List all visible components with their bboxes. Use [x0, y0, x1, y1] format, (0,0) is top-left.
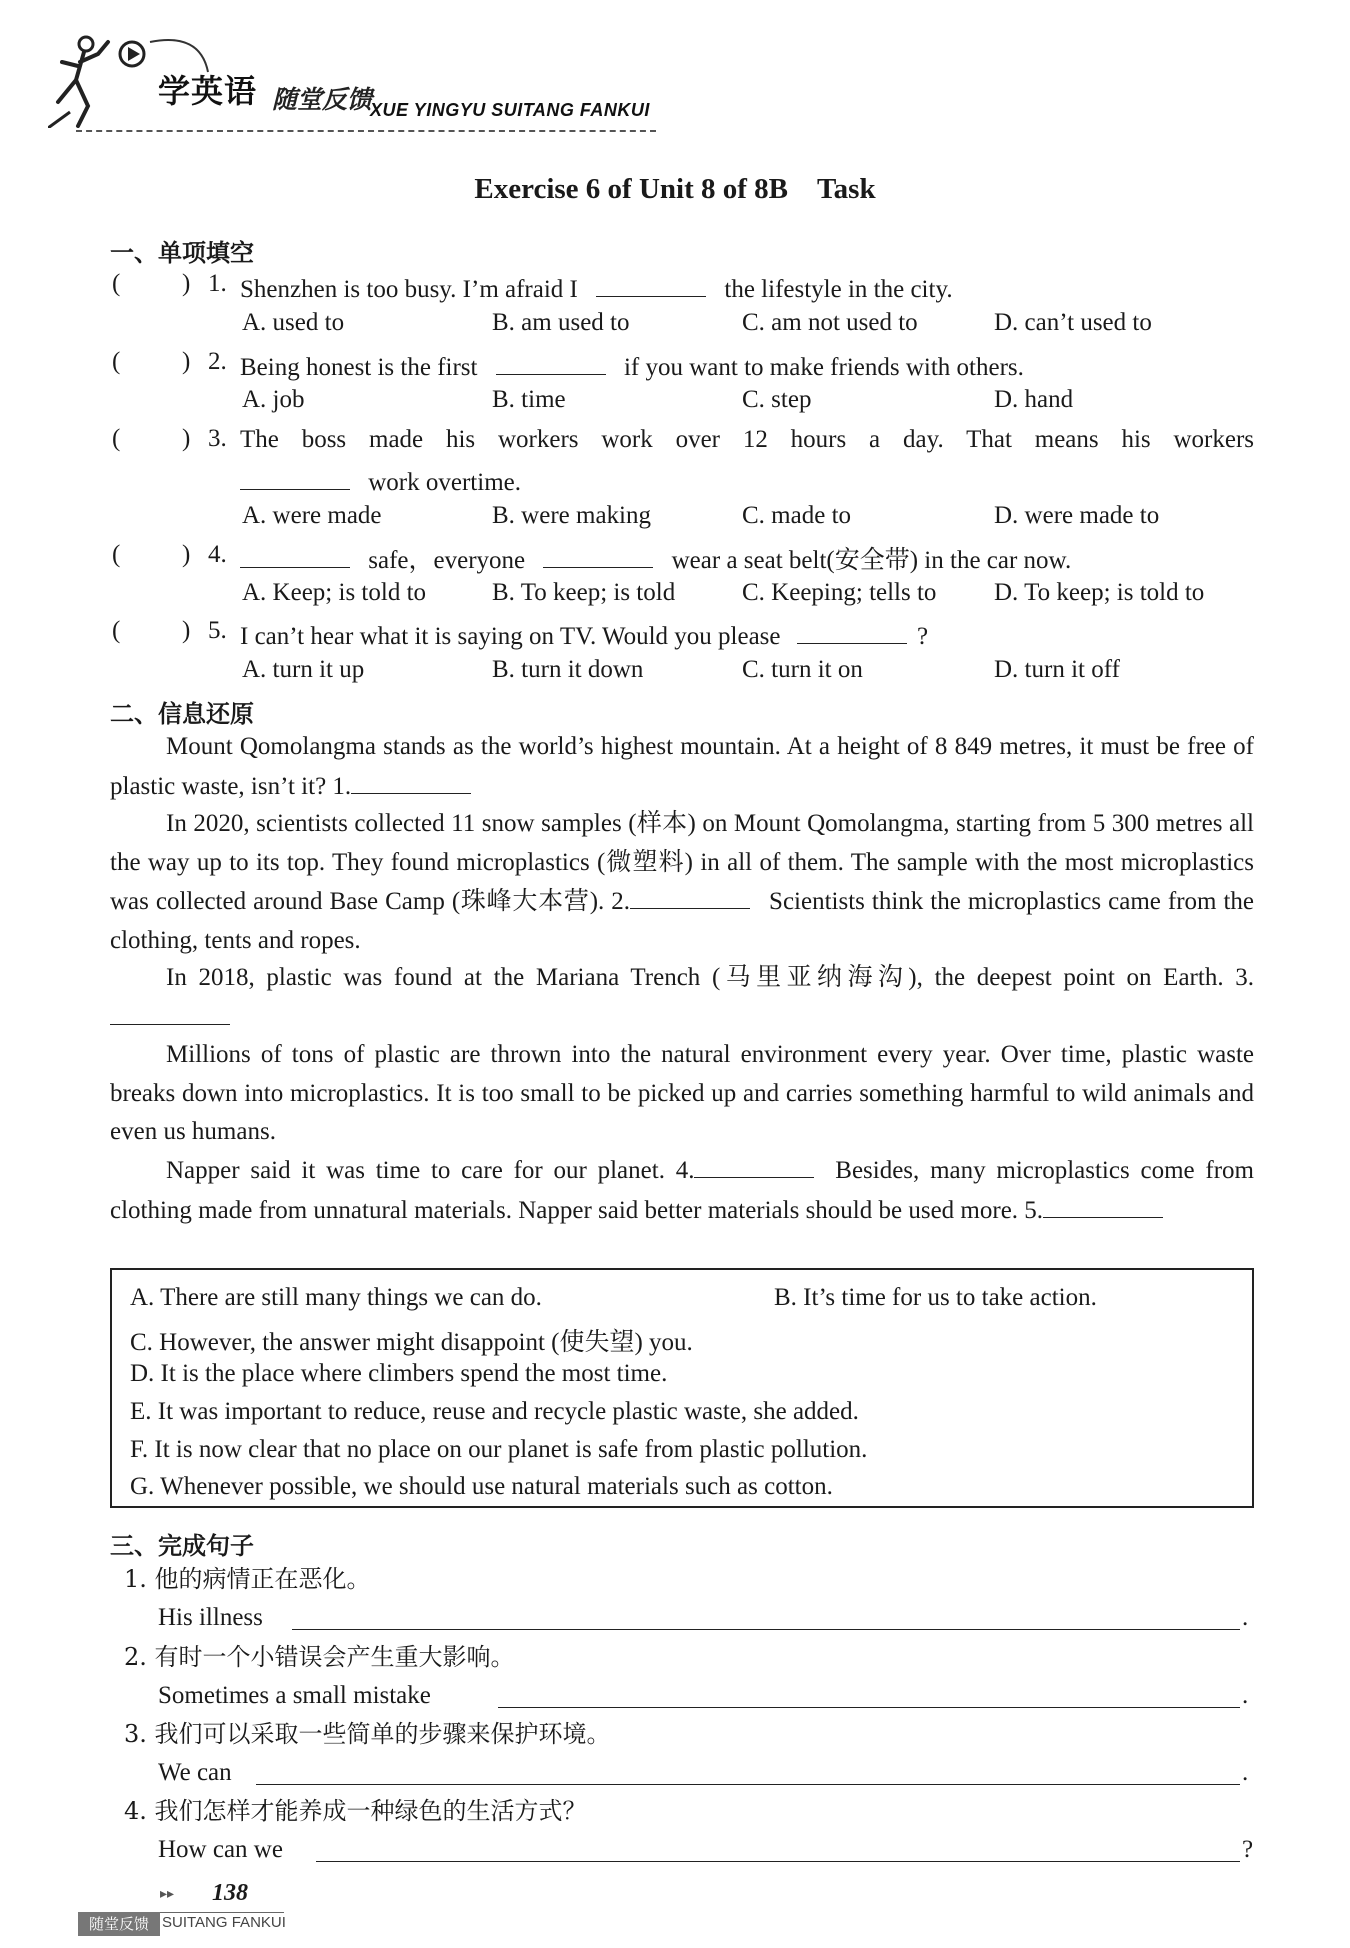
answer-blank-1[interactable]	[351, 767, 471, 794]
question-stem	[240, 348, 1024, 383]
stem-part-a: Being honest is the first	[240, 354, 478, 381]
answer-blank[interactable]	[797, 617, 907, 644]
option-a[interactable]: A. job	[242, 386, 305, 413]
paragraph-text: In 2020, scientists collected 11 snow samples (样本) on Mount Qomolangma, starting from 5 300 metres all the way up to its top. They found microplastics (微塑料) in all of them. The sample with the most microplastics was collected around Base Camp (珠峰大本营).	[110, 810, 1254, 915]
option-b[interactable]: B. time	[492, 386, 566, 413]
answer-paren-open: (	[112, 617, 121, 644]
stem-part-a: Shenzhen is too busy. I’m afraid I	[240, 276, 578, 303]
sentence-options-box	[110, 1268, 1254, 1508]
page-title: Exercise 6 of Unit 8 of 8B Task	[474, 173, 876, 205]
passage-paragraph-2	[110, 805, 1254, 960]
section-3-heading: 三、完成句子	[110, 1532, 254, 1560]
answer-line[interactable]	[292, 1628, 1240, 1630]
question-stem	[240, 617, 928, 652]
option-c[interactable]: C. step	[742, 386, 812, 413]
paragraph-text: In 2018, plastic was found at the Mariana Trench (马里亚纳海沟), the deepest point on Earth.	[166, 964, 1224, 991]
paragraph-text-cont: Besides, many microplastics come from clothing made from unnatural materials. Napper said better materials should be used more.	[110, 1157, 1254, 1224]
answer-paren-open: (	[112, 425, 121, 452]
question-stem	[240, 541, 1071, 576]
answer-blank[interactable]	[496, 348, 606, 375]
question-stem	[240, 270, 953, 305]
sentence-end-mark: ?	[1242, 1836, 1254, 1863]
option-b[interactable]: B. To keep; is told	[492, 579, 676, 606]
question-number: 3.	[208, 425, 227, 452]
stem-part-a: I can’t hear what it is saying on TV. Would you please	[240, 623, 781, 650]
option-b[interactable]: B. turn it down	[492, 656, 644, 683]
option-b[interactable]: B. were making	[492, 502, 651, 529]
option-d[interactable]: D. To keep; is told to	[994, 579, 1205, 606]
answer-paren-open: (	[112, 348, 121, 375]
section-1-heading: 一、单项填空	[110, 239, 254, 267]
answer-blank-2[interactable]	[630, 882, 750, 909]
answer-blank[interactable]	[596, 270, 706, 297]
option-a[interactable]: A. Keep; is told to	[242, 579, 427, 606]
sentence-option-b: B. It’s time for us to take action.	[774, 1284, 1097, 1311]
blank-label-4: 4.	[675, 1157, 695, 1184]
option-d[interactable]: D. turn it off	[994, 656, 1120, 683]
option-c[interactable]: C. am not used to	[742, 309, 918, 336]
question-stem-line-1: The boss made his workers work over 12 hours a day. That means his workers	[240, 426, 1254, 453]
question-number: 5.	[208, 617, 227, 644]
sentence-end-mark: .	[1242, 1604, 1249, 1631]
chinese-sentence: 2. 有时一个小错误会产生重大影响。	[124, 1643, 515, 1671]
answer-blank-2[interactable]	[543, 541, 653, 568]
question-number: 4.	[208, 541, 227, 568]
answer-blank-4[interactable]	[694, 1151, 814, 1178]
paragraph-text: Mount Qomolangma stands as the world’s highest mountain. At a height of 8 849 metres, it must be free of plastic waste, isn’t it?	[110, 733, 1254, 800]
stem-part-a: safe，everyone	[368, 547, 526, 574]
option-c[interactable]: C. turn it on	[742, 656, 863, 683]
question-number: 2.	[208, 348, 227, 375]
answer-paren-open: (	[112, 270, 121, 297]
chinese-sentence: 4. 我们怎样才能养成一种绿色的生活方式？	[124, 1797, 587, 1825]
footer-divider	[160, 1912, 284, 1913]
footer-english-label: SUITANG FANKUI	[162, 1914, 286, 1931]
sentence-option-f: F. It is now clear that no place on our planet is safe from plastic pollution.	[130, 1436, 868, 1463]
sentence-option-a: A. There are still many things we can do.	[130, 1284, 542, 1311]
option-c[interactable]: C. made to	[742, 502, 852, 529]
answer-paren-close: )	[182, 617, 191, 644]
stem-part-b: if you want to make friends with others.	[623, 354, 1024, 381]
passage-paragraph-1	[110, 728, 1254, 806]
paragraph-text: Napper said it was time to care for our planet.	[166, 1157, 665, 1184]
page-number: 138	[212, 1880, 248, 1906]
stem-part-b: the lifestyle in the city.	[724, 276, 953, 303]
english-prompt: How can we	[158, 1836, 283, 1863]
option-a[interactable]: A. were made	[242, 502, 382, 529]
option-b[interactable]: B. am used to	[492, 309, 630, 336]
option-a[interactable]: A. used to	[242, 309, 345, 336]
stem-part-b: ?	[917, 623, 929, 650]
answer-line[interactable]	[498, 1706, 1240, 1708]
paragraph-text-cont: Scientists think the microplastics came from the clothing, tents and ropes.	[110, 888, 1255, 954]
option-a[interactable]: A. turn it up	[242, 656, 365, 683]
footer-badge: 随堂反馈	[78, 1912, 160, 1936]
answer-blank-3[interactable]	[110, 998, 230, 1025]
passage-paragraph-4	[110, 1036, 1254, 1152]
answer-paren-close: )	[182, 425, 191, 452]
answer-blank[interactable]	[240, 463, 350, 490]
sentence-option-e: E. It was important to reduce, reuse and recycle plastic waste, she added.	[130, 1398, 859, 1425]
passage-paragraph-5	[110, 1151, 1254, 1230]
stem-part-b: wear a seat belt(安全带) in the car now.	[671, 547, 1072, 574]
option-c[interactable]: C. Keeping; tells to	[742, 579, 937, 606]
option-d[interactable]: D. can’t used to	[994, 309, 1152, 336]
english-prompt: Sometimes a small mistake	[158, 1682, 431, 1709]
chinese-sentence: 3. 我们可以采取一些简单的步骤来保护环境。	[124, 1720, 611, 1748]
answer-line[interactable]	[316, 1860, 1240, 1862]
sentence-option-d: D. It is the place where climbers spend the most time.	[130, 1360, 668, 1387]
header-divider	[76, 130, 656, 132]
question-stem-line-2	[240, 463, 521, 498]
english-prompt: His illness	[158, 1604, 263, 1631]
logo-chinese-subtitle: 随堂反馈	[272, 85, 373, 114]
answer-paren-close: )	[182, 348, 191, 375]
logo-english-subtitle: XUE YINGYU SUITANG FANKUI	[370, 100, 650, 120]
question-number: 1.	[208, 270, 227, 297]
answer-line[interactable]	[256, 1783, 1240, 1785]
answer-blank-1[interactable]	[240, 541, 350, 568]
section-2-heading: 二、信息还原	[110, 700, 254, 728]
blank-label-2: 2.	[611, 888, 631, 915]
logo-chinese-title: 学英语	[158, 72, 258, 110]
answer-blank-5[interactable]	[1043, 1191, 1163, 1218]
blank-label-3: 3.	[1235, 964, 1255, 991]
page-header	[40, 26, 680, 136]
stem-part-b: work overtime.	[368, 469, 521, 496]
answer-paren-close: )	[182, 541, 191, 568]
english-prompt: We can	[158, 1759, 232, 1786]
sentence-end-mark: .	[1242, 1682, 1249, 1709]
chinese-sentence: 1. 他的病情正在恶化。	[124, 1565, 371, 1593]
paragraph-text: Millions of tons of plastic are thrown into the natural environment every year. Over time, plastic waste breaks down into microplastics. It is too small to be picked up and carries something harmful to wild animals and even us humans.	[110, 1041, 1254, 1145]
sentence-end-mark: .	[1242, 1759, 1249, 1786]
answer-paren-close: )	[182, 270, 191, 297]
blank-label-5: 5.	[1024, 1196, 1044, 1224]
option-d[interactable]: D. were made to	[994, 502, 1160, 529]
blank-label-1: 1.	[332, 772, 352, 800]
sentence-option-c: C. However, the answer might disappoint (使失望) you.	[130, 1329, 693, 1356]
double-arrow-icon: ▸▸	[160, 1887, 175, 1902]
option-d[interactable]: D. hand	[994, 386, 1074, 413]
passage-paragraph-3	[110, 959, 1254, 1037]
answer-paren-open: (	[112, 541, 121, 568]
sentence-option-g: G. Whenever possible, we should use natural materials such as cotton.	[130, 1473, 833, 1500]
